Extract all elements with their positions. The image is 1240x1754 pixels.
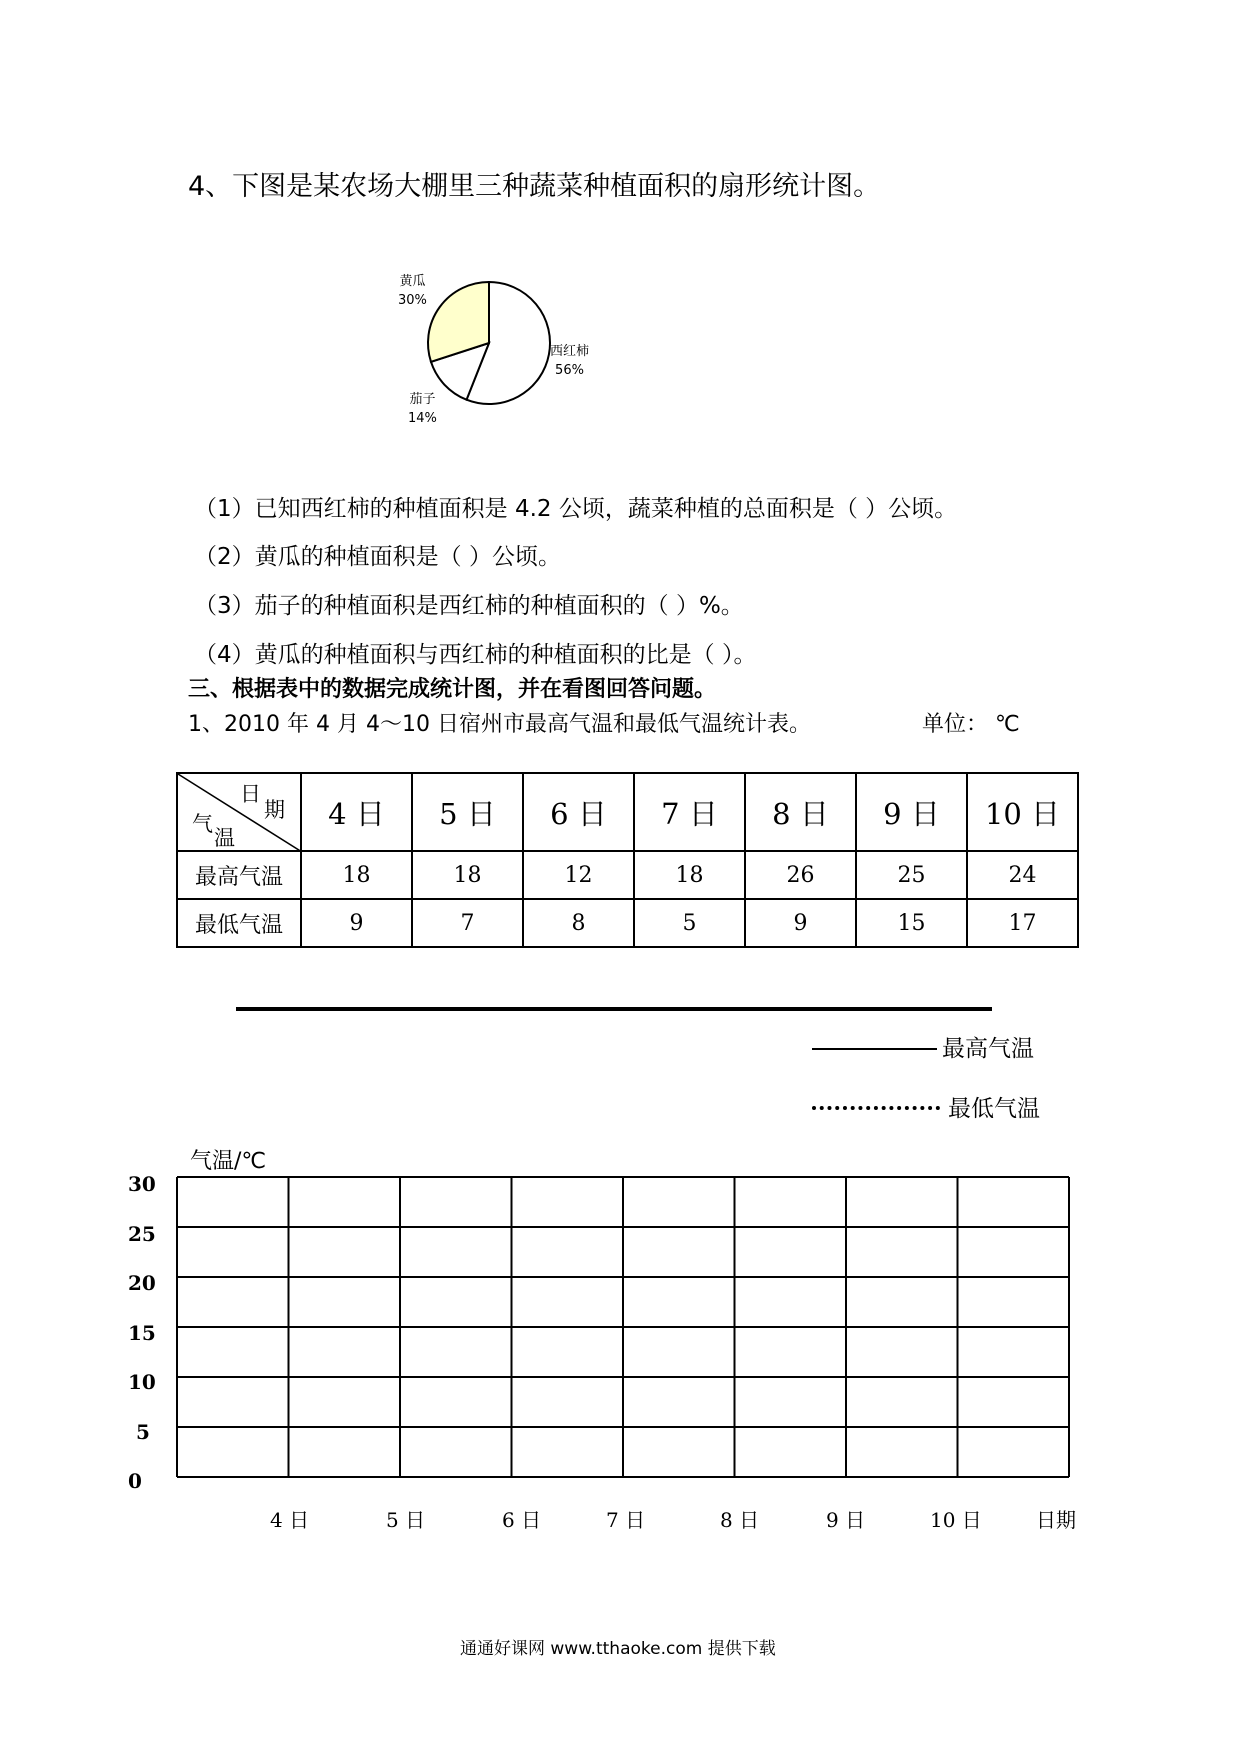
table-header-day: 7 日 bbox=[634, 773, 745, 851]
table-cell: 5 bbox=[634, 899, 745, 947]
corner-text-qi2: 气 bbox=[192, 812, 213, 836]
x-tick-label: 7 日 bbox=[606, 1508, 646, 1532]
table-header-day: 8 日 bbox=[745, 773, 856, 851]
table-header-day: 9 日 bbox=[856, 773, 967, 851]
x-axis-label: 日期 bbox=[1036, 1508, 1076, 1532]
table-header-day: 10 日 bbox=[967, 773, 1078, 851]
section-3-question-1: 1、2010 年 4 月 4～10 日宿州市最高气温和最低气温统计表。 bbox=[188, 712, 811, 737]
subquestion-3: （3）茄子的种植面积是西红柿的种植面积的（ ）%。 bbox=[194, 593, 744, 619]
table-row bbox=[177, 851, 1078, 899]
legend-dotted-line bbox=[812, 1106, 940, 1110]
y-tick-label: 15 bbox=[128, 1321, 156, 1345]
row-label-high: 最高气温 bbox=[177, 851, 301, 899]
subquestion-4: （4）黄瓜的种植面积与西红柿的种植面积的比是（ ）。 bbox=[194, 642, 757, 668]
blank-line-chart-grid bbox=[176, 1176, 1070, 1478]
x-tick-label: 10 日 bbox=[930, 1508, 982, 1532]
pie-label-tomato: 西红柿 56% bbox=[550, 344, 590, 378]
table-cell: 26 bbox=[745, 851, 856, 899]
y-tick-label: 0 bbox=[128, 1469, 142, 1493]
x-tick-label: 6 日 bbox=[502, 1508, 542, 1532]
table-header-day: 4 日 bbox=[301, 773, 412, 851]
table-cell: 18 bbox=[301, 851, 412, 899]
table-cell: 15 bbox=[856, 899, 967, 947]
table-cell: 9 bbox=[745, 899, 856, 947]
y-tick-label: 5 bbox=[136, 1420, 150, 1444]
table-header-day: 6 日 bbox=[523, 773, 634, 851]
legend-label-low: 最低气温 bbox=[948, 1096, 1040, 1122]
row-label-low: 最低气温 bbox=[177, 899, 301, 947]
corner-text-qi: 期 bbox=[264, 798, 285, 822]
y-axis-label: 气温/℃ bbox=[190, 1149, 267, 1174]
table-cell: 9 bbox=[301, 899, 412, 947]
x-tick-label: 4 日 bbox=[270, 1508, 310, 1532]
x-tick-label: 8 日 bbox=[720, 1508, 760, 1532]
chart-title-blank-line bbox=[236, 1007, 992, 1011]
x-tick-label: 9 日 bbox=[826, 1508, 866, 1532]
question-4-title: 4、下图是某农场大棚里三种蔬菜种植面积的扇形统计图。 bbox=[188, 171, 881, 202]
pie-label-eggplant: 茄子 14% bbox=[408, 392, 437, 426]
corner-text-ri: 日 bbox=[240, 782, 261, 806]
corner-text-wen: 温 bbox=[214, 826, 235, 850]
y-tick-label: 20 bbox=[128, 1271, 156, 1295]
table-cell: 17 bbox=[967, 899, 1078, 947]
table-cell: 7 bbox=[412, 899, 523, 947]
unit-label: 单位： ℃ bbox=[922, 712, 1020, 737]
table-cell: 18 bbox=[412, 851, 523, 899]
table-cell: 12 bbox=[523, 851, 634, 899]
subquestion-2: （2）黄瓜的种植面积是（ ）公顷。 bbox=[194, 544, 561, 570]
table-cell: 18 bbox=[634, 851, 745, 899]
table-header-row bbox=[177, 773, 1078, 851]
x-tick-label: 5 日 bbox=[386, 1508, 426, 1532]
pie-label-cucumber: 黄瓜 30% bbox=[398, 274, 427, 308]
table-row bbox=[177, 899, 1078, 947]
temperature-table bbox=[176, 772, 1079, 948]
y-tick-label: 25 bbox=[128, 1222, 156, 1246]
legend-label-high: 最高气温 bbox=[942, 1036, 1034, 1062]
table-corner-cell bbox=[177, 773, 301, 851]
page-footer: 通通好课网 www.tthaoke.com 提供下载 bbox=[460, 1639, 776, 1659]
legend-solid-line bbox=[812, 1048, 937, 1050]
table-cell: 24 bbox=[967, 851, 1078, 899]
table-cell: 25 bbox=[856, 851, 967, 899]
table-cell: 8 bbox=[523, 899, 634, 947]
y-tick-label: 10 bbox=[128, 1370, 156, 1394]
y-tick-label: 30 bbox=[128, 1172, 156, 1196]
section-3-heading: 三、根据表中的数据完成统计图，并在看图回答问题。 bbox=[188, 677, 717, 702]
table-header-day: 5 日 bbox=[412, 773, 523, 851]
subquestion-1: （1）已知西红柿的种植面积是 4.2 公顷，蔬菜种植的总面积是（ ）公顷。 bbox=[194, 496, 958, 522]
